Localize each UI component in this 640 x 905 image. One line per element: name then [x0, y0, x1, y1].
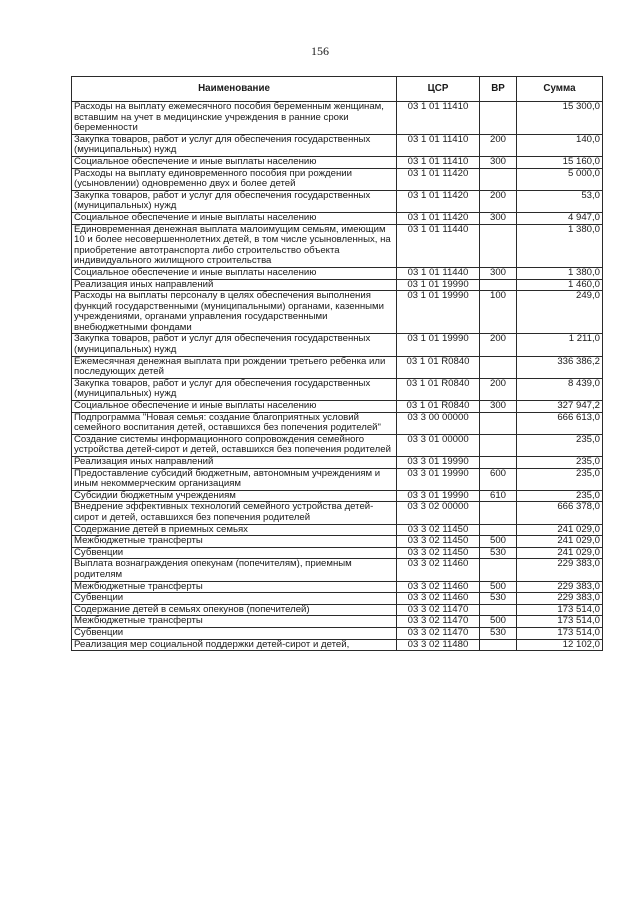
row-name-cell: Закупка товаров, работ и услуг для обеспечения государственных (муниципальных) нужд [72, 190, 397, 212]
row-sum-cell: 241 029,0 [517, 536, 603, 548]
row-csr-cell: 03 1 01 11440 [397, 224, 480, 267]
row-name-cell: Межбюджетные трансферты [72, 616, 397, 628]
row-sum-cell: 336 386,2 [517, 356, 603, 378]
table-row [72, 547, 603, 559]
table-row [72, 604, 603, 616]
row-vr-cell: 500 [480, 581, 517, 593]
table-row [72, 279, 603, 291]
table-row [72, 412, 603, 434]
table-row [72, 502, 603, 524]
table-header-row [72, 77, 603, 102]
row-vr-cell [480, 168, 517, 190]
row-vr-cell: 500 [480, 616, 517, 628]
table-row [72, 356, 603, 378]
row-vr-cell: 200 [480, 378, 517, 400]
row-sum-cell: 327 947,2 [517, 401, 603, 413]
table-row [72, 593, 603, 605]
row-csr-cell: 03 1 01 19990 [397, 334, 480, 356]
table-row [72, 334, 603, 356]
row-vr-cell [480, 502, 517, 524]
table-row [72, 616, 603, 628]
row-csr-cell: 03 1 01 11410 [397, 102, 480, 135]
row-vr-cell [480, 524, 517, 536]
row-name-cell: Расходы на выплаты персоналу в целях обеспечения выполнения функций государственными (муниципальными) органами, казенными учреждениями, органами управления государственными внебюджетными фондами [72, 291, 397, 334]
row-name-cell: Подпрограмма "Новая семья: создание благоприятных условий семейного воспитания детей, оставшихся без попечения родителей" [72, 412, 397, 434]
row-vr-cell [480, 604, 517, 616]
row-name-cell: Ежемесячная денежная выплата при рождении третьего ребенка или последующих детей [72, 356, 397, 378]
row-name-cell: Межбюджетные трансферты [72, 581, 397, 593]
table-row [72, 434, 603, 456]
row-csr-cell: 03 1 01 11420 [397, 168, 480, 190]
table-row [72, 401, 603, 413]
table-body [72, 102, 603, 651]
row-csr-cell: 03 3 02 11450 [397, 547, 480, 559]
row-csr-cell: 03 3 02 11460 [397, 581, 480, 593]
header-name: Наименование [72, 77, 397, 102]
row-csr-cell: 03 3 02 11460 [397, 593, 480, 605]
row-sum-cell: 1 380,0 [517, 267, 603, 279]
row-name-cell: Реализация иных направлений [72, 279, 397, 291]
row-vr-cell: 200 [480, 190, 517, 212]
page-number: 156 [311, 44, 329, 58]
table-row [72, 639, 603, 651]
row-sum-cell: 173 514,0 [517, 627, 603, 639]
row-name-cell: Субвенции [72, 593, 397, 605]
row-vr-cell [480, 559, 517, 581]
row-name-cell: Социальное обеспечение и иные выплаты населению [72, 401, 397, 413]
row-sum-cell: 235,0 [517, 457, 603, 469]
row-sum-cell: 15 300,0 [517, 102, 603, 135]
row-sum-cell: 173 514,0 [517, 616, 603, 628]
row-vr-cell: 300 [480, 401, 517, 413]
table-row [72, 291, 603, 334]
row-name-cell: Межбюджетные трансферты [72, 536, 397, 548]
row-name-cell: Расходы на выплату единовременного пособия при рождении (усыновлении) одновременно двух и более детей [72, 168, 397, 190]
row-name-cell: Закупка товаров, работ и услуг для обеспечения государственных (муниципальных) нужд [72, 134, 397, 156]
row-csr-cell: 03 3 01 19990 [397, 490, 480, 502]
row-sum-cell: 173 514,0 [517, 604, 603, 616]
row-sum-cell: 5 000,0 [517, 168, 603, 190]
row-sum-cell: 229 383,0 [517, 581, 603, 593]
budget-table [71, 76, 603, 651]
row-vr-cell: 300 [480, 212, 517, 224]
row-sum-cell: 241 029,0 [517, 547, 603, 559]
table-row [72, 468, 603, 490]
row-sum-cell: 235,0 [517, 490, 603, 502]
row-name-cell: Социальное обеспечение и иные выплаты населению [72, 267, 397, 279]
row-name-cell: Социальное обеспечение и иные выплаты населению [72, 212, 397, 224]
row-name-cell: Содержание детей в семьях опекунов (попечителей) [72, 604, 397, 616]
row-sum-cell: 140,0 [517, 134, 603, 156]
row-name-cell: Субсидии бюджетным учреждениям [72, 490, 397, 502]
row-csr-cell: 03 1 01 11440 [397, 267, 480, 279]
row-name-cell: Внедрение эффективных технологий семейного устройства детей-сирот и детей, оставшихся без попечения родителей [72, 502, 397, 524]
table-row [72, 457, 603, 469]
table-row [72, 378, 603, 400]
row-csr-cell: 03 3 00 00000 [397, 412, 480, 434]
table-row [72, 490, 603, 502]
row-csr-cell: 03 3 02 11470 [397, 616, 480, 628]
row-name-cell: Содержание детей в приемных семьях [72, 524, 397, 536]
table-row [72, 627, 603, 639]
row-sum-cell: 229 383,0 [517, 593, 603, 605]
row-vr-cell: 100 [480, 291, 517, 334]
row-csr-cell: 03 1 01 R0840 [397, 378, 480, 400]
row-vr-cell: 300 [480, 267, 517, 279]
row-vr-cell [480, 102, 517, 135]
row-vr-cell: 500 [480, 536, 517, 548]
row-csr-cell: 03 1 01 11420 [397, 190, 480, 212]
row-vr-cell: 530 [480, 547, 517, 559]
header-sum: Сумма [517, 77, 603, 102]
row-name-cell: Единовременная денежная выплата малоимущим семьям, имеющим 10 и более несовершеннолетних детей, в том числе усыновленных, на приобретение автотранспорта либо строительство объекта индивидуального жилищного строительства [72, 224, 397, 267]
row-sum-cell: 666 613,0 [517, 412, 603, 434]
row-csr-cell: 03 1 01 R0840 [397, 356, 480, 378]
row-sum-cell: 241 029,0 [517, 524, 603, 536]
row-name-cell: Реализация мер социальной поддержки детей-сирот и детей, [72, 639, 397, 651]
row-sum-cell: 249,0 [517, 291, 603, 334]
row-sum-cell: 15 160,0 [517, 156, 603, 168]
table-row [72, 267, 603, 279]
row-csr-cell: 03 3 01 00000 [397, 434, 480, 456]
row-vr-cell: 530 [480, 627, 517, 639]
row-vr-cell: 600 [480, 468, 517, 490]
row-csr-cell: 03 3 02 11460 [397, 559, 480, 581]
row-vr-cell [480, 412, 517, 434]
row-vr-cell: 300 [480, 156, 517, 168]
row-sum-cell: 53,0 [517, 190, 603, 212]
row-sum-cell: 12 102,0 [517, 639, 603, 651]
row-name-cell: Создание системы информационного сопровождения семейного устройства детей-сирот и детей, оставшихся без попечения родителей [72, 434, 397, 456]
row-vr-cell [480, 356, 517, 378]
row-csr-cell: 03 3 02 11450 [397, 536, 480, 548]
table-row [72, 102, 603, 135]
table-row [72, 524, 603, 536]
row-csr-cell: 03 3 02 11480 [397, 639, 480, 651]
row-vr-cell [480, 279, 517, 291]
row-csr-cell: 03 3 02 11470 [397, 604, 480, 616]
row-sum-cell: 235,0 [517, 468, 603, 490]
row-sum-cell: 8 439,0 [517, 378, 603, 400]
row-csr-cell: 03 3 01 19990 [397, 457, 480, 469]
row-csr-cell: 03 1 01 R0840 [397, 401, 480, 413]
row-name-cell: Закупка товаров, работ и услуг для обеспечения государственных (муниципальных) нужд [72, 378, 397, 400]
row-vr-cell: 610 [480, 490, 517, 502]
row-name-cell: Закупка товаров, работ и услуг для обеспечения государственных (муниципальных) нужд [72, 334, 397, 356]
table-row [72, 134, 603, 156]
row-name-cell: Субвенции [72, 547, 397, 559]
table-row [72, 581, 603, 593]
row-name-cell: Субвенции [72, 627, 397, 639]
row-vr-cell: 200 [480, 334, 517, 356]
table-row [72, 224, 603, 267]
row-sum-cell: 666 378,0 [517, 502, 603, 524]
row-vr-cell [480, 434, 517, 456]
row-sum-cell: 1 380,0 [517, 224, 603, 267]
row-name-cell: Социальное обеспечение и иные выплаты населению [72, 156, 397, 168]
row-vr-cell: 200 [480, 134, 517, 156]
row-csr-cell: 03 3 02 11470 [397, 627, 480, 639]
row-csr-cell: 03 3 02 11450 [397, 524, 480, 536]
row-csr-cell: 03 3 02 00000 [397, 502, 480, 524]
row-vr-cell [480, 224, 517, 267]
row-sum-cell: 235,0 [517, 434, 603, 456]
row-csr-cell: 03 1 01 19990 [397, 291, 480, 334]
row-name-cell: Расходы на выплату ежемесячного пособия беременным женщинам, вставшим на учет в медицинские учреждения в ранние сроки беременности [72, 102, 397, 135]
row-name-cell: Предоставление субсидий бюджетным, автономным учреждениям и иным некоммерческим организациям [72, 468, 397, 490]
row-csr-cell: 03 1 01 11410 [397, 134, 480, 156]
table-row [72, 536, 603, 548]
row-csr-cell: 03 1 01 11410 [397, 156, 480, 168]
row-csr-cell: 03 3 01 19990 [397, 468, 480, 490]
row-sum-cell: 229 383,0 [517, 559, 603, 581]
table-row [72, 190, 603, 212]
table-row [72, 559, 603, 581]
row-csr-cell: 03 1 01 11420 [397, 212, 480, 224]
row-sum-cell: 1 211,0 [517, 334, 603, 356]
row-name-cell: Реализация иных направлений [72, 457, 397, 469]
row-vr-cell: 530 [480, 593, 517, 605]
table-row [72, 212, 603, 224]
row-vr-cell [480, 457, 517, 469]
header-vr: ВР [480, 77, 517, 102]
row-sum-cell: 1 460,0 [517, 279, 603, 291]
row-sum-cell: 4 947,0 [517, 212, 603, 224]
table-row [72, 168, 603, 190]
row-vr-cell [480, 639, 517, 651]
table-row [72, 156, 603, 168]
header-csr: ЦСР [397, 77, 480, 102]
row-name-cell: Выплата вознаграждения опекунам (попечителям), приемным родителям [72, 559, 397, 581]
row-csr-cell: 03 1 01 19990 [397, 279, 480, 291]
